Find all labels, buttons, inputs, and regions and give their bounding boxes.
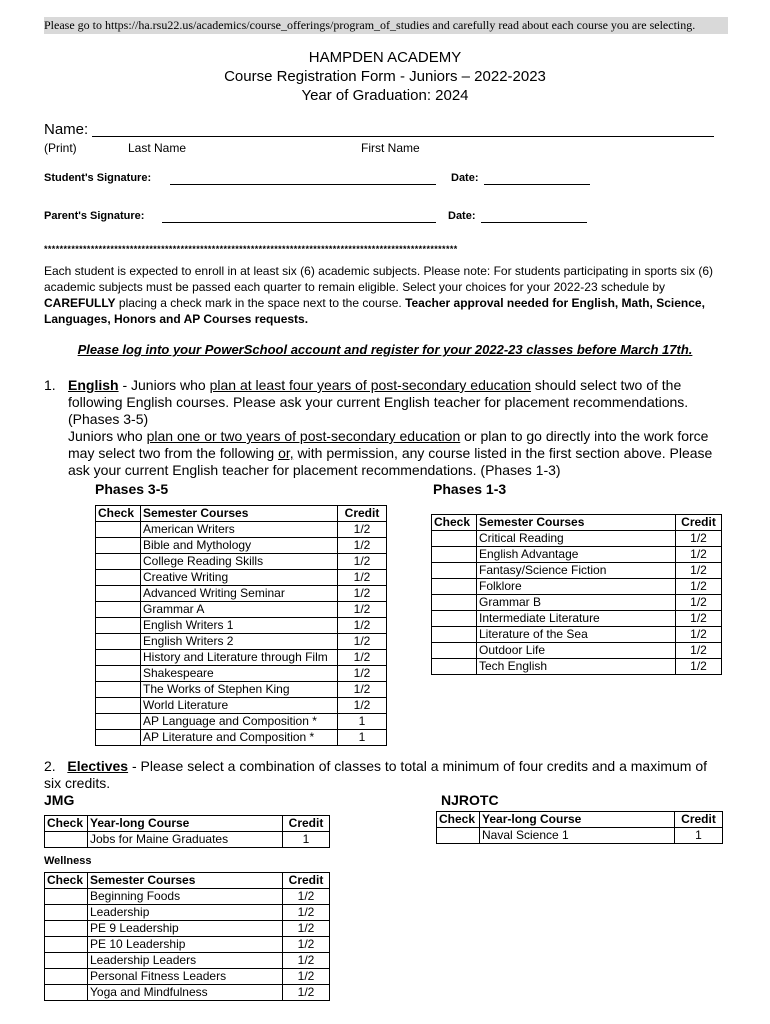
course-row	[96, 650, 387, 666]
check-cell[interactable]	[96, 714, 141, 730]
column-header-check: Check	[437, 812, 480, 828]
check-cell[interactable]	[96, 650, 141, 666]
course-credit: 1/2	[676, 531, 722, 547]
column-header-credit: Credit	[338, 506, 387, 522]
course-row	[96, 522, 387, 538]
course-name: History and Literature through Film	[141, 650, 338, 666]
course-row	[432, 643, 722, 659]
course-name: Bible and Mythology	[141, 538, 338, 554]
check-cell[interactable]	[45, 921, 88, 937]
check-cell[interactable]	[96, 666, 141, 682]
course-row	[432, 579, 722, 595]
parent-signature-field[interactable]	[162, 222, 436, 223]
course-name: English Writers 1	[141, 618, 338, 634]
course-credit: 1/2	[676, 547, 722, 563]
course-name: Jobs for Maine Graduates	[88, 832, 283, 848]
check-cell[interactable]	[432, 595, 477, 611]
check-cell[interactable]	[96, 698, 141, 714]
course-row	[96, 730, 387, 746]
course-row	[45, 832, 330, 848]
course-row	[45, 985, 330, 1001]
graduation-year: Year of Graduation: 2024	[301, 87, 469, 104]
wellness-title: Wellness	[44, 855, 92, 867]
phases-3-5-table	[95, 505, 387, 746]
course-credit: 1	[675, 828, 723, 844]
course-name: PE 10 Leadership	[88, 937, 283, 953]
check-cell[interactable]	[45, 889, 88, 905]
course-row	[432, 563, 722, 579]
course-row	[96, 586, 387, 602]
jmg-table	[44, 815, 330, 848]
parent-date-field[interactable]	[481, 222, 587, 223]
check-cell[interactable]	[96, 602, 141, 618]
course-credit: 1/2	[338, 682, 387, 698]
name-label: Name:	[44, 121, 89, 138]
first-name-label: First Name	[361, 141, 420, 155]
column-header-course: Semester Courses	[88, 873, 283, 889]
column-header-credit: Credit	[676, 515, 722, 531]
course-name: Advanced Writing Seminar	[141, 586, 338, 602]
student-date-field[interactable]	[484, 184, 590, 185]
course-credit: 1	[338, 730, 387, 746]
course-credit: 1/2	[283, 905, 330, 921]
course-name: Naval Science 1	[480, 828, 675, 844]
course-credit: 1/2	[283, 889, 330, 905]
course-credit: 1/2	[338, 586, 387, 602]
check-cell[interactable]	[432, 531, 477, 547]
course-name: Fantasy/Science Fiction	[477, 563, 676, 579]
course-row	[432, 595, 722, 611]
course-credit: 1/2	[283, 953, 330, 969]
course-credit: 1/2	[338, 634, 387, 650]
course-row	[45, 969, 330, 985]
course-credit: 1/2	[338, 618, 387, 634]
check-cell[interactable]	[96, 682, 141, 698]
course-credit: 1/2	[338, 698, 387, 714]
course-row	[96, 714, 387, 730]
course-credit: 1/2	[283, 969, 330, 985]
course-row	[96, 666, 387, 682]
course-credit: 1/2	[283, 921, 330, 937]
course-credit: 1/2	[338, 650, 387, 666]
check-cell[interactable]	[45, 953, 88, 969]
course-row	[45, 889, 330, 905]
column-header-credit: Credit	[283, 816, 330, 832]
column-header-check: Check	[96, 506, 141, 522]
student-signature-field[interactable]	[170, 184, 436, 185]
course-name: Literature of the Sea	[477, 627, 676, 643]
course-credit: 1	[283, 832, 330, 848]
course-name: Grammar B	[477, 595, 676, 611]
english-description: English - Juniors who plan at least four years of post-secondary education should select two of the following English courses. Please ask your current English teacher for placement recommendations. (Phases 3-5) Juniors who plan one or two years of post-secondary education or plan to go directly into the work force may select two from the following or, with permission, any course listed in the first section above. Please ask your current English teacher for placement recommendations. (Phases 1-3)	[68, 377, 713, 478]
course-row	[96, 634, 387, 650]
phases-3-5-title: Phases 3-5	[95, 481, 169, 497]
course-credit: 1/2	[676, 643, 722, 659]
check-cell[interactable]	[96, 730, 141, 746]
course-credit: 1/2	[283, 937, 330, 953]
check-cell[interactable]	[96, 586, 141, 602]
wellness-table	[44, 872, 330, 1001]
check-cell[interactable]	[432, 547, 477, 563]
course-credit: 1/2	[338, 666, 387, 682]
check-cell[interactable]	[432, 563, 477, 579]
check-cell[interactable]	[96, 570, 141, 586]
course-row	[96, 602, 387, 618]
course-name: The Works of Stephen King	[141, 682, 338, 698]
instructions-banner: Please go to https://ha.rsu22.us/academics/course_offerings/program_of_studies and carefully read about each course you are selecting.	[44, 17, 728, 34]
course-credit: 1/2	[676, 563, 722, 579]
check-cell[interactable]	[45, 985, 88, 1001]
course-credit: 1/2	[676, 611, 722, 627]
course-row	[432, 659, 722, 675]
instructions-paragraph: Each student is expected to enroll in at least six (6) academic subjects. Please note: For students participating in sports six (6) academic subjects must be passed each quarter to remain eligible. Select your choices for your 2022-23 schedule by CAREFULLY placing a check mark in the space next to the course. Teacher approval needed for English, Math, Science, Languages, Honors and AP Courses requests.	[44, 264, 713, 326]
column-header-course: Year-long Course	[88, 816, 283, 832]
course-credit: 1/2	[338, 522, 387, 538]
column-header-check: Check	[45, 816, 88, 832]
course-name: Shakespeare	[141, 666, 338, 682]
course-row	[96, 538, 387, 554]
parent-date-label: Date:	[448, 210, 476, 222]
course-name: AP Language and Composition *	[141, 714, 338, 730]
column-header-check: Check	[432, 515, 477, 531]
course-row	[432, 627, 722, 643]
check-cell[interactable]	[437, 828, 480, 844]
course-credit: 1/2	[283, 985, 330, 1001]
check-cell[interactable]	[45, 937, 88, 953]
course-name: Intermediate Literature	[477, 611, 676, 627]
course-row	[432, 531, 722, 547]
course-row	[96, 554, 387, 570]
course-credit: 1/2	[338, 538, 387, 554]
course-name: Creative Writing	[141, 570, 338, 586]
course-credit: 1/2	[676, 627, 722, 643]
course-credit: 1/2	[338, 602, 387, 618]
column-header-course: Semester Courses	[477, 515, 676, 531]
check-cell[interactable]	[96, 634, 141, 650]
column-header-course: Year-long Course	[480, 812, 675, 828]
course-name: College Reading Skills	[141, 554, 338, 570]
school-name: HAMPDEN ACADEMY	[308, 49, 462, 66]
check-cell[interactable]	[96, 538, 141, 554]
student-date-label: Date:	[451, 172, 479, 184]
course-name: Outdoor Life	[477, 643, 676, 659]
check-cell[interactable]	[432, 643, 477, 659]
course-name: Yoga and Mindfulness	[88, 985, 283, 1001]
course-row	[96, 698, 387, 714]
course-row	[45, 905, 330, 921]
check-cell[interactable]	[96, 522, 141, 538]
njrotc-table	[436, 811, 723, 844]
name-field[interactable]	[92, 136, 714, 137]
phases-1-3-title: Phases 1-3	[433, 481, 507, 497]
check-cell[interactable]	[432, 611, 477, 627]
course-credit: 1/2	[676, 579, 722, 595]
course-name: Beginning Foods	[88, 889, 283, 905]
print-label: (Print)	[44, 141, 77, 155]
course-name: AP Literature and Composition *	[141, 730, 338, 746]
course-name: Critical Reading	[477, 531, 676, 547]
course-credit: 1/2	[338, 554, 387, 570]
form-title: Course Registration Form - Juniors – 2022-2023	[224, 68, 546, 85]
check-cell[interactable]	[432, 659, 477, 675]
njrotc-title: NJROTC	[441, 792, 499, 808]
course-row	[45, 953, 330, 969]
course-row	[96, 618, 387, 634]
course-credit: 1	[338, 714, 387, 730]
check-cell[interactable]	[45, 969, 88, 985]
course-credit: 1/2	[338, 570, 387, 586]
column-header-credit: Credit	[283, 873, 330, 889]
student-signature-label: Student's Signature:	[44, 172, 152, 184]
check-cell[interactable]	[96, 554, 141, 570]
parent-signature-label: Parent's Signature:	[44, 210, 145, 222]
course-row	[432, 611, 722, 627]
course-name: Personal Fitness Leaders	[88, 969, 283, 985]
course-name: English Advantage	[477, 547, 676, 563]
course-name: Grammar A	[141, 602, 338, 618]
powerschool-note: Please log into your PowerSchool account and register for your 2022-23 classes before March 17th.	[77, 342, 693, 357]
check-cell[interactable]	[45, 905, 88, 921]
last-name-label: Last Name	[128, 141, 187, 155]
course-row	[45, 921, 330, 937]
course-name: World Literature	[141, 698, 338, 714]
check-cell[interactable]	[45, 832, 88, 848]
course-row	[96, 682, 387, 698]
column-header-check: Check	[45, 873, 88, 889]
course-name: Leadership Leaders	[88, 953, 283, 969]
electives-description: 2. Electives - Please select a combination of classes to total a minimum of four credits and a maximum of six credits.	[44, 758, 707, 791]
column-header-credit: Credit	[675, 812, 723, 828]
course-row	[45, 937, 330, 953]
course-row	[432, 547, 722, 563]
course-name: Leadership	[88, 905, 283, 921]
star-divider: **********************************************************************************************************	[44, 244, 458, 254]
course-name: PE 9 Leadership	[88, 921, 283, 937]
course-name: Folklore	[477, 579, 676, 595]
jmg-title: JMG	[44, 792, 75, 808]
check-cell[interactable]	[96, 618, 141, 634]
course-credit: 1/2	[676, 595, 722, 611]
course-credit: 1/2	[676, 659, 722, 675]
english-number: 1.	[44, 377, 56, 393]
check-cell[interactable]	[432, 627, 477, 643]
column-header-course: Semester Courses	[141, 506, 338, 522]
course-name: American Writers	[141, 522, 338, 538]
course-row	[96, 570, 387, 586]
phases-1-3-table	[431, 514, 722, 675]
course-name: English Writers 2	[141, 634, 338, 650]
check-cell[interactable]	[432, 579, 477, 595]
course-row	[437, 828, 723, 844]
course-name: Tech English	[477, 659, 676, 675]
